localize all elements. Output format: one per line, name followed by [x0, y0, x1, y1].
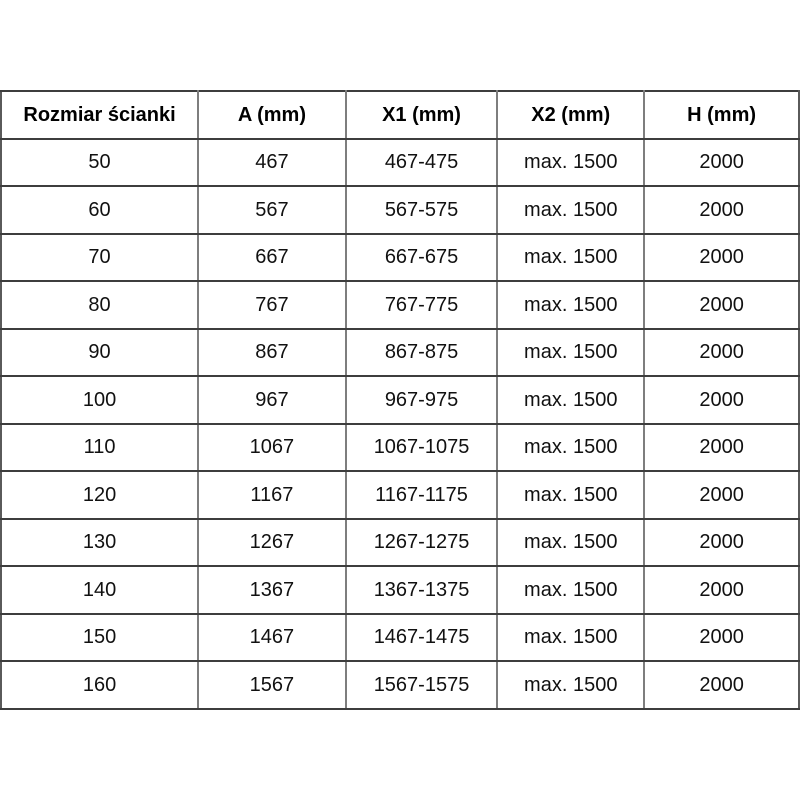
table-cell: 2000 — [644, 566, 799, 614]
table-cell: 2000 — [644, 519, 799, 567]
table-cell: 60 — [1, 186, 198, 234]
table-cell: 867 — [198, 329, 346, 377]
table-cell: 567-575 — [346, 186, 498, 234]
table-cell: 2000 — [644, 329, 799, 377]
table-cell: 1067-1075 — [346, 424, 498, 472]
table-cell: 120 — [1, 471, 198, 519]
table-row — [1, 614, 799, 662]
table-body — [1, 139, 799, 709]
table-cell: max. 1500 — [497, 424, 644, 472]
table-cell: max. 1500 — [497, 139, 644, 187]
table-cell: 2000 — [644, 376, 799, 424]
table-cell: max. 1500 — [497, 471, 644, 519]
table-row — [1, 661, 799, 709]
table-cell: 2000 — [644, 424, 799, 472]
table-row — [1, 139, 799, 187]
table-cell: max. 1500 — [497, 376, 644, 424]
table-cell: 1067 — [198, 424, 346, 472]
table-cell: 140 — [1, 566, 198, 614]
table-cell: max. 1500 — [497, 566, 644, 614]
table-cell: max. 1500 — [497, 519, 644, 567]
table-cell: 2000 — [644, 614, 799, 662]
table-cell: 110 — [1, 424, 198, 472]
table-row — [1, 471, 799, 519]
table-cell: 1267-1275 — [346, 519, 498, 567]
table-row — [1, 281, 799, 329]
table-cell: 1467-1475 — [346, 614, 498, 662]
table-cell: 1467 — [198, 614, 346, 662]
table-row — [1, 424, 799, 472]
table-cell: 467 — [198, 139, 346, 187]
table-cell: 130 — [1, 519, 198, 567]
column-header-a-mm: A (mm) — [198, 91, 346, 139]
table-row — [1, 186, 799, 234]
table-cell: 2000 — [644, 139, 799, 187]
table-row — [1, 519, 799, 567]
table-cell: 1567 — [198, 661, 346, 709]
table-cell: max. 1500 — [497, 329, 644, 377]
table-cell: 2000 — [644, 471, 799, 519]
table-cell: max. 1500 — [497, 614, 644, 662]
column-header-x2-mm: X2 (mm) — [497, 91, 644, 139]
column-header-h-mm: H (mm) — [644, 91, 799, 139]
table-cell: 100 — [1, 376, 198, 424]
table-header — [1, 91, 799, 139]
table-row — [1, 329, 799, 377]
page — [0, 90, 800, 800]
table-cell: 2000 — [644, 661, 799, 709]
table-cell: 767 — [198, 281, 346, 329]
table-cell: 90 — [1, 329, 198, 377]
table-row — [1, 234, 799, 282]
table-row — [1, 376, 799, 424]
table-cell: 667 — [198, 234, 346, 282]
table-cell: 1567-1575 — [346, 661, 498, 709]
table-cell: 867-875 — [346, 329, 498, 377]
dimensions-table — [0, 90, 800, 710]
table-cell: 967-975 — [346, 376, 498, 424]
table-cell: max. 1500 — [497, 234, 644, 282]
table-cell: max. 1500 — [497, 281, 644, 329]
column-header-rozmiar-scianki: Rozmiar ścianki — [1, 91, 198, 139]
table-cell: 70 — [1, 234, 198, 282]
table-cell: 967 — [198, 376, 346, 424]
table-cell: 150 — [1, 614, 198, 662]
table-cell: max. 1500 — [497, 661, 644, 709]
table-header-row — [1, 91, 799, 139]
column-header-x1-mm: X1 (mm) — [346, 91, 498, 139]
table-cell: 2000 — [644, 234, 799, 282]
table-cell: 1167-1175 — [346, 471, 498, 519]
table-cell: 1167 — [198, 471, 346, 519]
table-cell: 1367-1375 — [346, 566, 498, 614]
table-cell: 1367 — [198, 566, 346, 614]
table-cell: 2000 — [644, 281, 799, 329]
table-cell: 667-675 — [346, 234, 498, 282]
table-cell: max. 1500 — [497, 186, 644, 234]
table-row — [1, 566, 799, 614]
table-cell: 80 — [1, 281, 198, 329]
table-cell: 467-475 — [346, 139, 498, 187]
table-cell: 50 — [1, 139, 198, 187]
table-cell: 1267 — [198, 519, 346, 567]
table-cell: 160 — [1, 661, 198, 709]
table-cell: 767-775 — [346, 281, 498, 329]
table-cell: 2000 — [644, 186, 799, 234]
table-cell: 567 — [198, 186, 346, 234]
